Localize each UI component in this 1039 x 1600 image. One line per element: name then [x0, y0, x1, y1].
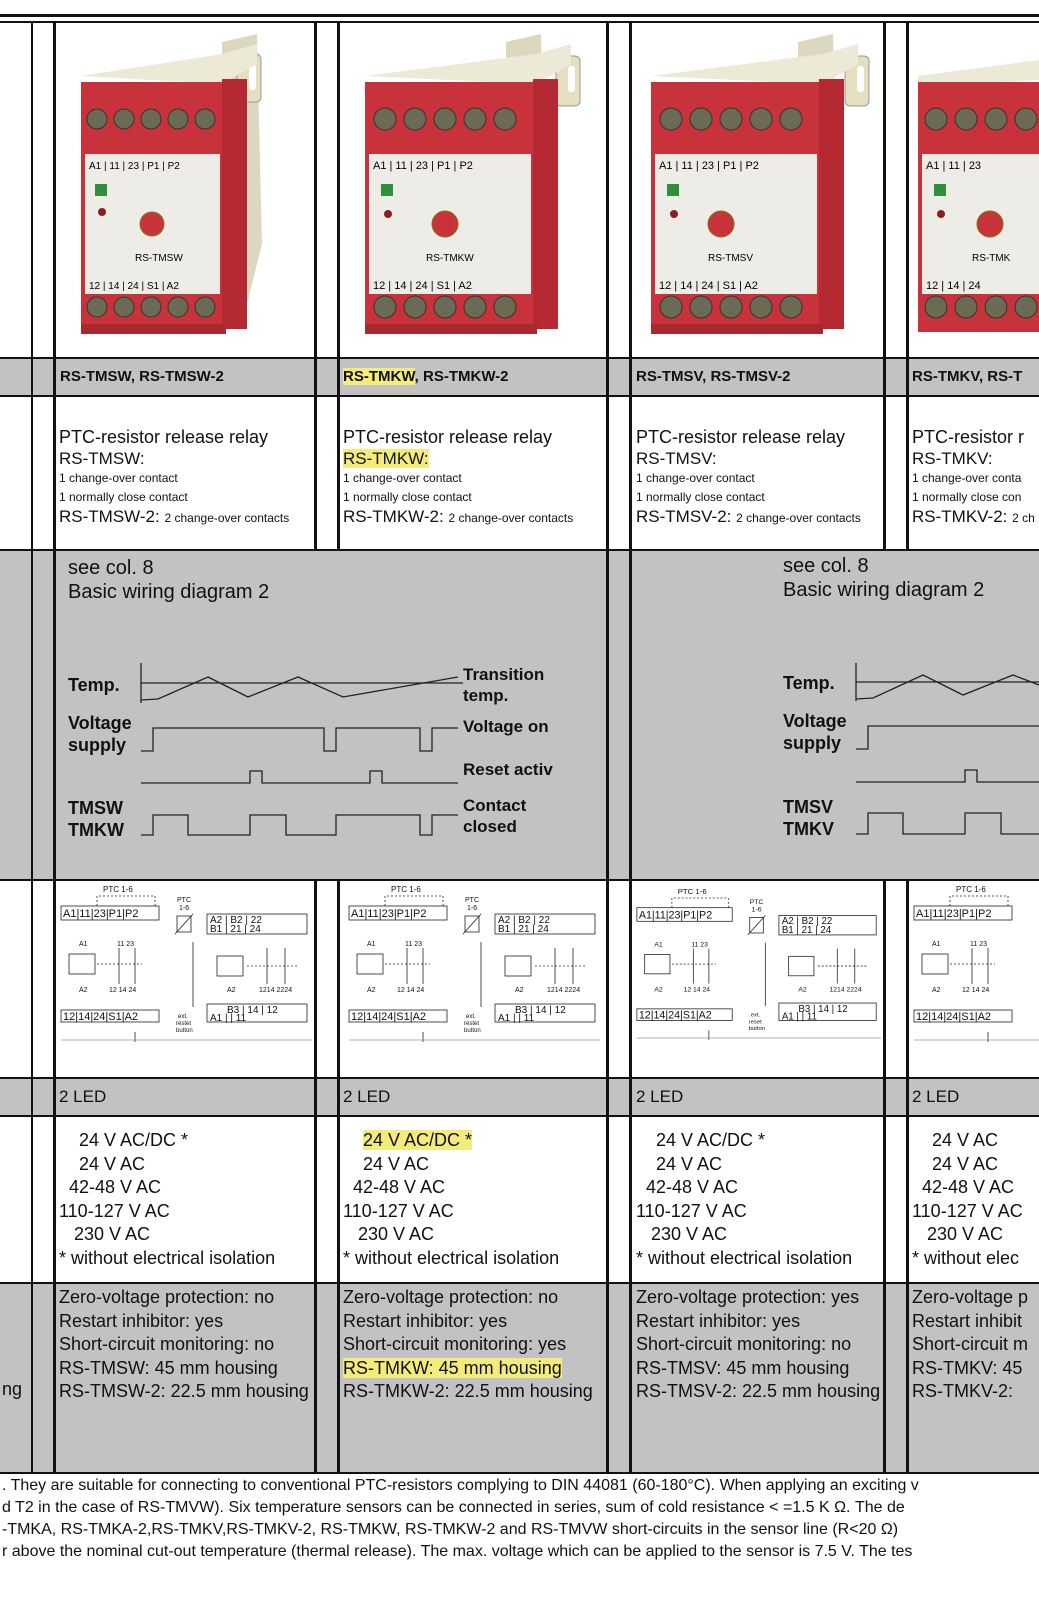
- top-double-line-1: [0, 14, 1039, 17]
- desc-title: PTC-resistor release relay: [343, 427, 553, 447]
- voltage-item: 230 V AC: [59, 1224, 151, 1244]
- svg-text:button: button: [464, 1028, 481, 1034]
- feature-list: [343, 1286, 593, 1404]
- column-line: [337, 880, 340, 1473]
- column-line: [314, 880, 317, 1473]
- svg-text:12 | 14 | 24: 12 | 14 | 24: [926, 280, 981, 292]
- desc-title: PTC-resistor release relay: [59, 427, 269, 447]
- svg-text:A1 | 11 | 23 | P1 | P2: A1 | 11 | 23 | P1 | P2: [659, 160, 759, 172]
- relay-photo: [633, 24, 883, 357]
- column-line: [629, 23, 632, 1473]
- svg-text:A1: A1: [932, 941, 941, 948]
- voltage-note: * without electrical isolation: [59, 1247, 276, 1268]
- svg-text:restet: restet: [464, 1021, 480, 1027]
- footer-line: d T2 in the case of RS-TMVW). Six temperature sensors can be connected in series, sum of cold resistance < =1.5 K Ω. The de: [2, 1499, 905, 1516]
- voltage-item: 24 V AC: [343, 1153, 430, 1174]
- product-image-cell: [341, 24, 606, 357]
- feature-list: [636, 1286, 880, 1404]
- feature-item: RS-TMKW: 45 mm housing: [343, 1357, 562, 1378]
- svg-text:1-6: 1-6: [467, 905, 478, 912]
- svg-text:B1 | 21 | 24: B1 | 21 | 24: [781, 924, 832, 936]
- column-line: [906, 880, 909, 1473]
- relay-photo: [910, 24, 1039, 357]
- svg-text:B3 | 14 | 12: B3 | 14 | 12: [227, 1005, 278, 1016]
- feature-item: Restart inhibitor: yes: [343, 1310, 508, 1331]
- footer-line: r above the nominal cut-out temperature (thermal release). The max. voltage which can be applied to the sensor is 7.5 V. The tes: [2, 1543, 913, 1560]
- desc-title: PTC-resistor release relay: [636, 427, 846, 447]
- voltage-item: 24 V AC: [912, 1153, 999, 1174]
- svg-text:PTC 1-6: PTC 1-6: [677, 887, 707, 897]
- feature-list: [912, 1286, 1039, 1404]
- timing-label-temp: Temp.: [783, 673, 835, 693]
- column-line: [337, 23, 340, 550]
- svg-text:11 23: 11 23: [405, 941, 422, 948]
- desc-model: RS-TMSV:: [636, 449, 717, 468]
- svg-text:PTC 1-6: PTC 1-6: [391, 885, 421, 894]
- description-cell: [912, 426, 1039, 528]
- desc-line: 1 normally close contact: [343, 490, 472, 504]
- timing-label-model: TMSV TMKV: [783, 797, 834, 839]
- feature-item: Short-circuit m: [912, 1334, 1029, 1354]
- svg-text:PTC: PTC: [465, 897, 479, 904]
- desc-model: RS-TMSW:: [59, 449, 145, 468]
- desc-title: PTC-resistor r: [912, 427, 1024, 447]
- feature-item: Zero-voltage p: [912, 1287, 1029, 1307]
- model-name: RS-TMKW, RS-TMKW-2: [343, 368, 509, 385]
- feature-item: Restart inhibitor: yes: [59, 1310, 224, 1331]
- svg-text:A2: A2: [515, 987, 524, 994]
- svg-text:B1 | 21 | 24: B1 | 21 | 24: [498, 924, 549, 935]
- svg-text:A2: A2: [367, 987, 376, 994]
- svg-text:12|14|24|S1|A2: 12|14|24|S1|A2: [916, 1011, 992, 1023]
- voltage-item: 42-48 V AC: [59, 1177, 162, 1197]
- footer-line: . They are suitable for connecting to conventional PTC-resistors complying to DIN 44081 (60-180°C). When applying an exciting v: [2, 1477, 919, 1494]
- wiring-diagram: [341, 882, 606, 1054]
- svg-text:12 14 24: 12 14 24: [109, 987, 137, 994]
- desc-line: 1 change-over contact: [636, 471, 755, 485]
- relay-photo: [57, 24, 314, 357]
- product-image-cell: [57, 24, 314, 357]
- svg-text:12 | 14 | 24 | S1 | A2: 12 | 14 | 24 | S1 | A2: [659, 280, 758, 292]
- svg-text:1214 2224: 1214 2224: [259, 987, 293, 994]
- desc-line: 1 change-over contact: [59, 471, 178, 485]
- timing-header-right: see col. 8 Basic wiring diagram 2: [783, 555, 985, 601]
- relay-model-label: RS-TMK: [972, 253, 1011, 264]
- model-name-highlighted: RS-TMKW: [343, 368, 415, 385]
- timing-label-temp: Temp.: [68, 675, 120, 695]
- svg-text:1214 2224: 1214 2224: [547, 987, 581, 994]
- wiring-diagram: [633, 882, 883, 1054]
- svg-text:A1 | | 11: A1 | | 11: [781, 1011, 817, 1023]
- svg-text:B1 | 21 | 24: B1 | 21 | 24: [210, 924, 261, 935]
- svg-text:11 23: 11 23: [970, 941, 987, 948]
- footer-text: [2, 1475, 1039, 1563]
- svg-text:A2: A2: [932, 987, 941, 994]
- desc-line: 1 change-over contact: [343, 471, 462, 485]
- svg-text:PTC: PTC: [749, 898, 764, 906]
- model-name: RS-TMKV, RS-T: [912, 368, 1023, 385]
- feature-item: Short-circuit monitoring: no: [59, 1334, 275, 1354]
- svg-text:12 | 14 | 24 | S1 | A2: 12 | 14 | 24 | S1 | A2: [89, 281, 179, 292]
- voltage-list: [912, 1129, 1039, 1270]
- feature-item: RS-TMSV-2: 22.5 mm housing: [636, 1381, 881, 1401]
- svg-text:A2: A2: [79, 987, 88, 994]
- voltage-item: 24 V AC: [59, 1153, 146, 1174]
- voltage-item: 24 V AC/DC *: [363, 1130, 473, 1150]
- voltage-list: [636, 1129, 852, 1270]
- svg-text:A2 | B2 | 22: A2 | B2 | 22: [498, 915, 550, 926]
- desc-model2: RS-TMKV-2: 2 ch: [912, 507, 1035, 526]
- svg-text:A1 | | 11: A1 | | 11: [210, 1013, 247, 1024]
- relay-model-label: RS-TMKW: [426, 253, 474, 264]
- svg-text:A1|11|23|P1|P2: A1|11|23|P1|P2: [916, 908, 992, 920]
- timing-label-voltage-on: Voltage on: [463, 717, 549, 736]
- feature-item: RS-TMKV: 45: [912, 1357, 1023, 1378]
- model-name: RS-TMSV, RS-TMSV-2: [636, 368, 791, 385]
- feature-item: RS-TMSW-2: 22.5 mm housing: [59, 1381, 309, 1401]
- column-line: [883, 23, 886, 550]
- column-line: [906, 23, 909, 550]
- feature-item: RS-TMKV-2:: [912, 1381, 1014, 1401]
- desc-model2: RS-TMSW-2: 2 change-over contacts: [59, 507, 290, 526]
- svg-text:A1 | 11 | 23 | P1 | P2: A1 | 11 | 23 | P1 | P2: [373, 160, 473, 172]
- timing-header-left: see col. 8 Basic wiring diagram 2: [68, 557, 270, 603]
- svg-text:11 23: 11 23: [117, 941, 134, 948]
- feature-item: RS-TMKW-2: 22.5 mm housing: [343, 1381, 593, 1401]
- feature-item: Zero-voltage protection: yes: [636, 1287, 860, 1307]
- column-line: [606, 23, 609, 1473]
- svg-text:B3 | 14 | 12: B3 | 14 | 12: [515, 1005, 566, 1016]
- timing-diagram-right: [853, 655, 1039, 845]
- svg-text:12 | 14 | 24 | S1 | A2: 12 | 14 | 24 | S1 | A2: [373, 280, 472, 292]
- timing-label-voltage: Voltage supply: [68, 713, 132, 755]
- svg-text:A1 | 11 | 23 | P1 | P2: A1 | 11 | 23 | P1 | P2: [89, 161, 180, 172]
- svg-text:A1: A1: [79, 941, 88, 948]
- feature-item: RS-TMSV: 45 mm housing: [636, 1357, 850, 1378]
- svg-text:ext.: ext.: [750, 1012, 761, 1019]
- voltage-item: 24 V AC/DC *: [636, 1130, 766, 1150]
- timing-label-transition: Transition temp.: [463, 665, 545, 705]
- svg-text:ext.: ext.: [178, 1014, 188, 1020]
- relay-model-label: RS-TMSW: [135, 253, 183, 264]
- voltage-note: * without elec: [912, 1247, 1020, 1268]
- desc-line: 1 normally close con: [912, 490, 1022, 504]
- svg-text:reset: reset: [748, 1019, 762, 1026]
- svg-text:A2 | B2 | 22: A2 | B2 | 22: [210, 915, 262, 926]
- svg-text:PTC: PTC: [177, 897, 191, 904]
- svg-text:12 14 24: 12 14 24: [397, 987, 425, 994]
- svg-text:11 23: 11 23: [691, 941, 708, 949]
- svg-text:A2: A2: [654, 986, 663, 994]
- svg-text:A1|11|23|P1|P2: A1|11|23|P1|P2: [638, 909, 713, 922]
- left-partial-text: ng: [2, 1379, 23, 1399]
- svg-text:A1|11|23|P1|P2: A1|11|23|P1|P2: [351, 908, 427, 920]
- svg-text:12|14|24|S1|A2: 12|14|24|S1|A2: [63, 1011, 139, 1023]
- feature-item: RS-TMSW: 45 mm housing: [59, 1357, 278, 1378]
- svg-text:A2: A2: [798, 986, 807, 994]
- feature-item: Zero-voltage protection: no: [343, 1287, 559, 1307]
- svg-text:PTC 1-6: PTC 1-6: [956, 885, 986, 894]
- svg-text:A1: A1: [654, 941, 663, 949]
- desc-model2: RS-TMSV-2: 2 change-over contacts: [636, 507, 861, 526]
- voltage-item: 110-127 V AC: [912, 1200, 1023, 1221]
- feature-item: Restart inhibit: [912, 1310, 1023, 1331]
- feature-item: Short-circuit monitoring: yes: [343, 1334, 567, 1354]
- voltage-item: 110-127 V AC: [343, 1200, 454, 1221]
- voltage-item: 110-127 V AC: [636, 1200, 747, 1221]
- description-cell: [636, 426, 882, 528]
- desc-line: 1 normally close contact: [636, 490, 765, 504]
- wiring-diagram: [910, 882, 1039, 1054]
- led-count: 2 LED: [636, 1087, 684, 1106]
- desc-line: 1 change-over conta: [912, 471, 1022, 485]
- svg-text:A1 | 11 | 23: A1 | 11 | 23: [926, 160, 982, 172]
- voltage-item: 24 V AC: [912, 1130, 999, 1150]
- voltage-item: 24 V AC: [636, 1153, 723, 1174]
- voltage-list: [59, 1129, 275, 1270]
- feature-list: [59, 1286, 309, 1404]
- footer-line: -TMKA, RS-TMKA-2,RS-TMKV,RS-TMKV-2, RS-TMKW, RS-TMKW-2 and RS-TMVW short-circuits in the sensor line (R<20 Ω): [2, 1521, 899, 1538]
- relay-model-label: RS-TMSV: [708, 253, 753, 264]
- svg-text:button: button: [176, 1028, 193, 1034]
- model-name: RS-TMSW, RS-TMSW-2: [60, 368, 224, 385]
- description-cell: [343, 426, 605, 528]
- svg-text:1-6: 1-6: [751, 906, 762, 914]
- desc-model: RS-TMKV:: [912, 449, 993, 468]
- voltage-item: 42-48 V AC: [343, 1177, 446, 1197]
- svg-text:PTC 1-6: PTC 1-6: [103, 885, 133, 894]
- desc-model: RS-TMKW:: [343, 449, 429, 468]
- column-line: [883, 880, 886, 1473]
- relay-photo: [341, 24, 606, 357]
- product-image-cell: [910, 24, 1039, 357]
- voltage-item: 230 V AC: [636, 1224, 728, 1244]
- led-count: 2 LED: [912, 1087, 960, 1106]
- feature-item: Zero-voltage protection: no: [59, 1287, 275, 1307]
- svg-text:1214 2224: 1214 2224: [829, 986, 862, 994]
- column-line: [314, 23, 317, 550]
- svg-text:B3 | 14 | 12: B3 | 14 | 12: [798, 1003, 848, 1015]
- svg-text:A1 | | 11: A1 | | 11: [498, 1013, 535, 1024]
- svg-text:A1|11|23|P1|P2: A1|11|23|P1|P2: [63, 908, 139, 920]
- voltage-list: [343, 1129, 559, 1270]
- desc-model2: RS-TMKW-2: 2 change-over contacts: [343, 507, 574, 526]
- voltage-item: 42-48 V AC: [636, 1177, 739, 1197]
- led-count: 2 LED: [59, 1087, 107, 1106]
- column-line: [31, 23, 33, 1473]
- voltage-note: * without electrical isolation: [343, 1247, 560, 1268]
- timing-label-reset: Reset activ: [463, 760, 553, 779]
- wiring-diagram: [57, 882, 314, 1054]
- svg-text:12 14 24: 12 14 24: [962, 987, 990, 994]
- feature-item: Restart inhibitor: yes: [636, 1310, 801, 1331]
- svg-text:A2 | B2 | 22: A2 | B2 | 22: [781, 916, 833, 928]
- timing-label-model: TMSW TMKW: [68, 798, 124, 840]
- description-cell: [59, 426, 313, 528]
- svg-text:12|14|24|S1|A2: 12|14|24|S1|A2: [638, 1009, 712, 1022]
- product-image-cell: [633, 24, 883, 357]
- feature-item: Short-circuit monitoring: no: [636, 1334, 852, 1354]
- voltage-item: 24 V AC/DC *: [59, 1130, 189, 1150]
- svg-text:1-6: 1-6: [179, 905, 190, 912]
- voltage-item: 42-48 V AC: [912, 1177, 1015, 1197]
- desc-line: 1 normally close contact: [59, 490, 188, 504]
- svg-text:12|14|24|S1|A2: 12|14|24|S1|A2: [351, 1011, 427, 1023]
- voltage-item: 230 V AC: [343, 1224, 435, 1244]
- timing-label-voltage: Voltage supply: [783, 711, 847, 753]
- svg-text:button: button: [748, 1026, 765, 1033]
- svg-text:restet: restet: [176, 1021, 192, 1027]
- svg-text:A2: A2: [227, 987, 236, 994]
- svg-text:12 14 24: 12 14 24: [683, 986, 711, 994]
- voltage-item: 110-127 V AC: [59, 1200, 170, 1221]
- svg-text:A1: A1: [367, 941, 376, 948]
- svg-text:ext.: ext.: [466, 1014, 476, 1020]
- voltage-item: 230 V AC: [912, 1224, 1004, 1244]
- column-line: [53, 23, 56, 1473]
- timing-diagram-left: [138, 655, 463, 845]
- timing-label-contact: Contact closed: [463, 796, 527, 836]
- voltage-note: * without electrical isolation: [636, 1247, 853, 1268]
- led-count: 2 LED: [343, 1087, 391, 1106]
